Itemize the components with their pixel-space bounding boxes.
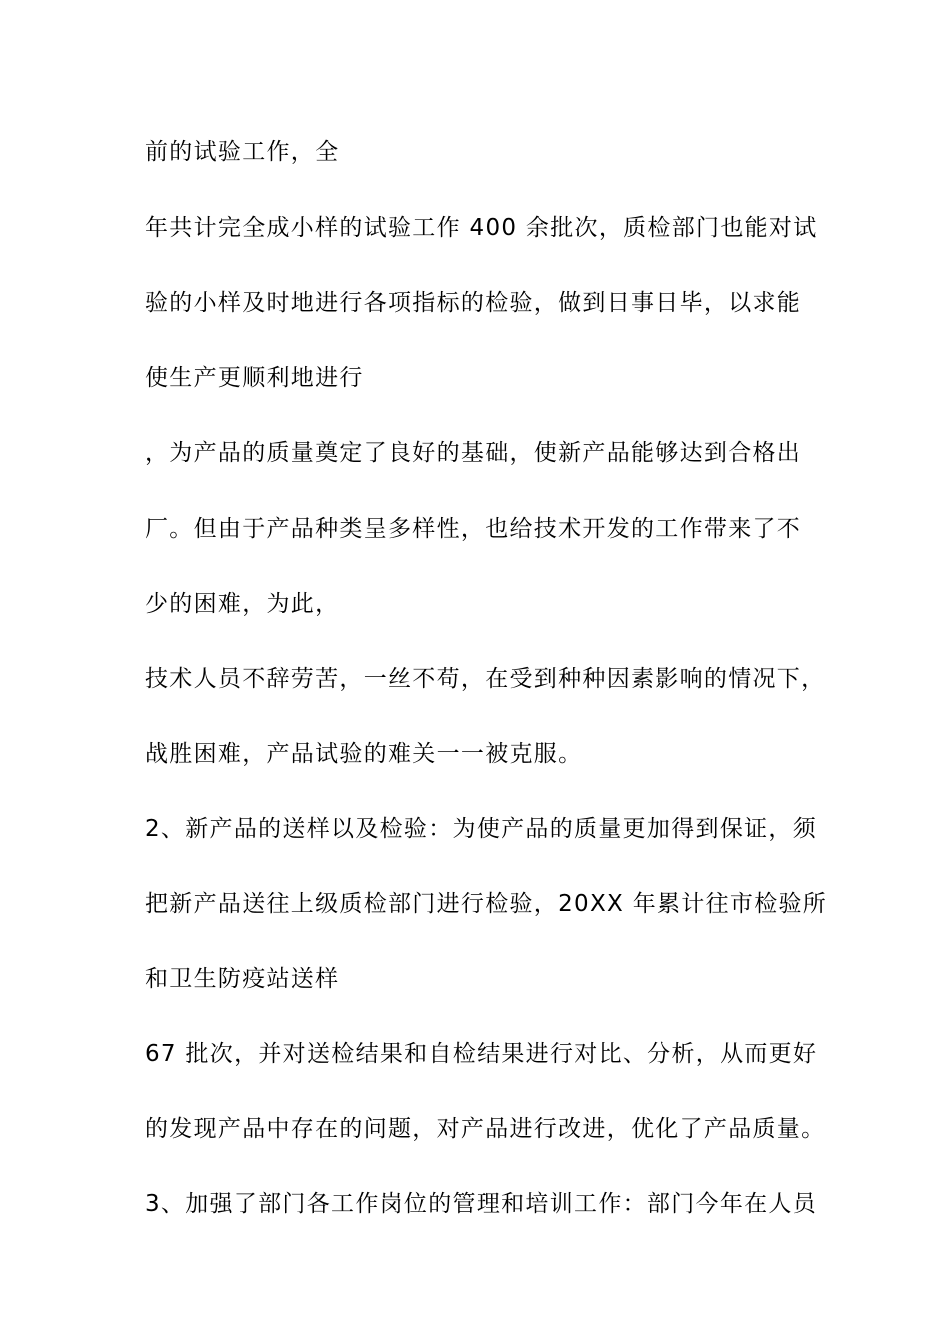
text-line: 和卫生防疫站送样 [145,966,340,992]
text-line: 前的试验工作，全 [145,139,340,165]
text-line: 验的小样及时地进行各项指标的检验，做到日事日毕，以求能 [145,290,802,316]
text-line: 的发现产品中存在的问题，对产品进行改进，优化了产品质量。 [145,1116,826,1142]
text-line: 年共计完全成小样的试验工作 400 余批次，质检部门也能对试 [145,215,818,241]
text-line: 厂。但由于产品种类呈多样性，也给技术开发的工作带来了不 [145,516,802,542]
text-line: 67 批次，并对送检结果和自检结果进行对比、分析，从而更好 [145,1041,818,1067]
text-line: 3、加强了部门各工作岗位的管理和培训工作：部门今年在人员 [145,1191,818,1217]
text-line: 少的困难，为此， [145,591,340,617]
text-line: 技术人员不辞劳苦，一丝不苟，在受到种种因素影响的情况下， [145,666,826,692]
text-line: 2、新产品的送样以及检验：为使产品的质量更加得到保证，须 [145,816,818,842]
text-line: 把新产品送往上级质检部门进行检验，20XX 年累计往市检验所 [145,891,828,917]
text-line: ，为产品的质量奠定了良好的基础，使新产品能够达到合格出 [145,440,802,466]
text-line: 使生产更顺利地进行 [145,365,364,391]
text-line: 战胜困难，产品试验的难关一一被克服。 [145,741,583,767]
